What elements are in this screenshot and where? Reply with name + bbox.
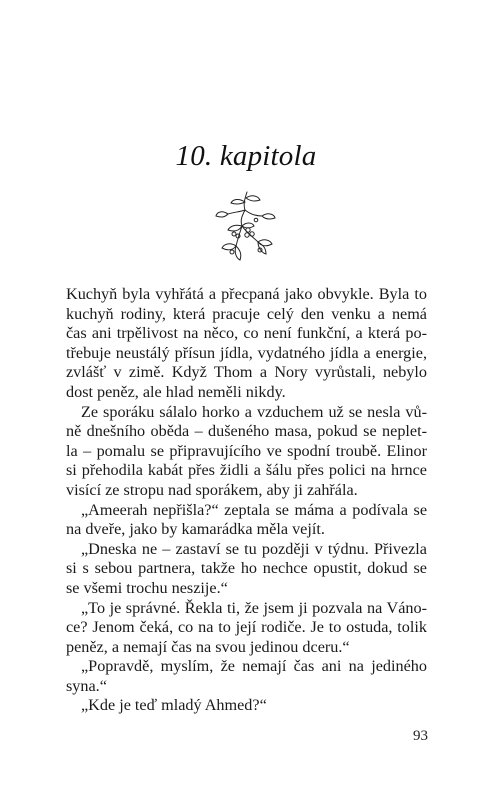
text-line: na dveře, jako by kamarádka měla vejít. [66, 520, 325, 539]
text-line: třebuje neustálý přísun jídla, vydatného jídla a energie, [66, 343, 427, 362]
mistletoe-icon [212, 190, 282, 262]
text-line: syna.“ [66, 676, 107, 695]
text-line: la – pomalu se připravujícího ve spodní troubě. Elinor [66, 441, 427, 460]
chapter-title: 10. kapitola [175, 140, 317, 172]
text-line: zvlášť v zimě. Když Thom a Nory vyrůstali, nebylo [66, 363, 427, 382]
text-line: čas ani trpělivost na něco, co není funkční, a která po- [66, 324, 427, 343]
text-line: dost peněz, ale hlad neměli nikdy. [66, 382, 286, 401]
text-line: „Dneska ne – zastaví se tu později v týdnu. Přivezla [81, 539, 427, 558]
text-line: Kuchyň byla vyhřátá a přecpaná jako obvykle. Byla to [66, 285, 427, 303]
text-line: „Popravdě, myslím, že nemají čas ani na jediného [81, 657, 427, 676]
text-line: visící ze stropu nad sporákem, aby ji zahřála. [66, 480, 358, 499]
text-line: „To je správné. Řekla ti, že jsem ji pozvala na Váno- [81, 598, 427, 617]
text-line: se všemi trochu neszije.“ [66, 578, 228, 597]
text-line: peněz, a nemají čas na svou jedinou dceru.“ [66, 637, 350, 656]
text-line: ně dnešního oběda – dušeného masa, pokud se neplet- [66, 422, 427, 441]
body-text [66, 285, 427, 716]
text-line: si přehodila kabát přes židli a šálu přes polici na hrnce [66, 461, 427, 480]
text-line: „Ameerah nepřišla?“ zeptala se máma a podívala se [81, 500, 427, 519]
text-line: si s sebou partnera, takže ho nechce opustit, dokud se [66, 559, 427, 578]
text-line: kuchyň rodiny, která pracuje celý den venku a nemá [66, 304, 427, 323]
text-line: „Kde je teď mladý Ahmed?“ [81, 696, 267, 715]
text-line: Ze sporáku sálalo horko a vzduchem už se nesla vů- [81, 402, 427, 421]
text-line: ce? Jenom čeká, co na to její rodiče. Je to ostuda, tolik [66, 618, 427, 637]
page-number: 93 [413, 728, 428, 744]
